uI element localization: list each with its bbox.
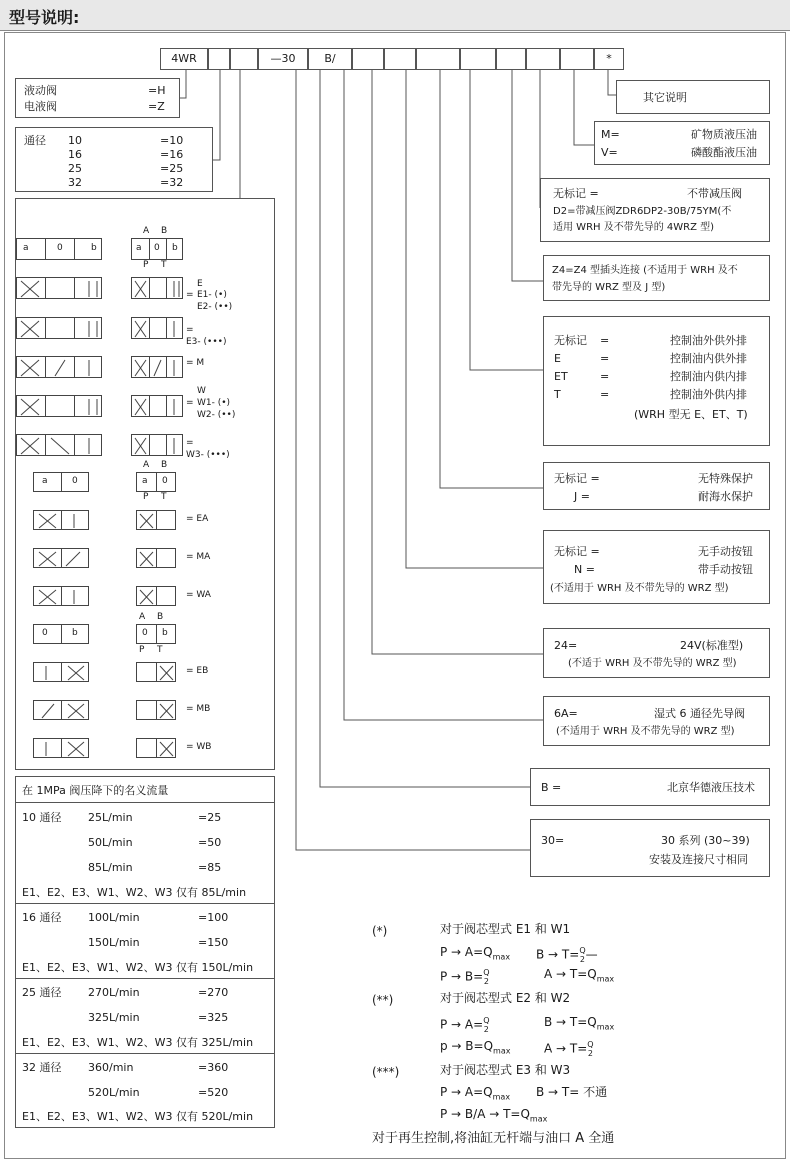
spool-label-m: = M: [186, 358, 205, 368]
spool-label-eq: =: [186, 325, 194, 335]
flow-rate: 325L/min: [88, 1011, 140, 1024]
valve-type-value: =H: [148, 84, 166, 97]
port-t-label: T: [157, 645, 163, 655]
plug-desc: 带先导的 WRZ 型及 J 型): [552, 282, 666, 293]
series-note: 安装及连接尺寸相同: [649, 853, 748, 866]
valve-type-value: =Z: [148, 100, 165, 113]
protection-key: J =: [574, 490, 590, 503]
voltage-box: [543, 628, 770, 678]
spool-symbol-3pos: [16, 238, 102, 260]
manufacturer-value: 北京华德液压技术: [667, 781, 755, 794]
spool-symbol-ea-compact: [136, 510, 176, 530]
page-title: 型号说明:: [9, 8, 80, 27]
spool-symbol-ma-compact: [136, 548, 176, 568]
bore-size: 16: [68, 148, 82, 161]
reducer-desc: 适用 WRH 及不带先导的 4WRZ 型): [553, 222, 715, 233]
voltage-note: (不适于 WRH 及不带先导的 WRZ 型): [568, 658, 737, 669]
spool-label-wb: = WB: [186, 742, 212, 752]
symbol-letter-o: 0: [57, 243, 63, 253]
seal-key: M=: [601, 128, 620, 141]
protection-key: 无标记 =: [554, 472, 600, 485]
control-oil-key: E: [554, 352, 561, 365]
valve-type-box: [15, 78, 180, 118]
spool-symbol-wa-compact: [136, 586, 176, 606]
flow-code: =25: [198, 811, 222, 824]
symbol-letter-o: 0: [154, 243, 160, 253]
port-t-label: T: [161, 260, 167, 270]
control-oil-key: ET: [554, 370, 568, 383]
port-a-label: A: [143, 226, 150, 236]
symbol-letter-o: 0: [72, 476, 78, 486]
bore-size: 25: [68, 162, 82, 175]
manual-value: 无手动按钮: [698, 545, 753, 558]
spool-symbol-w3: [16, 434, 102, 456]
manual-note: (不适用于 WRH 及不带先导的 WRZ 型): [550, 583, 729, 594]
bore-size: 10: [68, 134, 82, 147]
symbol-letter-o: 0: [142, 628, 148, 638]
symbol-letter-a: a: [142, 476, 148, 486]
bore-label: 通径: [24, 134, 46, 147]
flow-note: E1、E2、E3、W1、W2、W3 仅有 85L/min: [22, 886, 247, 899]
bore-box: [15, 127, 213, 192]
control-oil-eq: =: [600, 352, 610, 365]
spool-symbol-w3-compact: [131, 434, 183, 456]
spool-symbol-mb: [33, 700, 89, 720]
voltage-key: 24=: [554, 639, 578, 652]
spool-symbol-wa: [33, 586, 89, 606]
spool-label-e1: E1- (•): [197, 290, 227, 300]
regeneration-note: 对于再生控制,将油缸无杆端与油口 A 全通: [372, 1131, 615, 1146]
control-oil-box: [543, 316, 770, 446]
spool-symbol-m: [16, 356, 102, 378]
flow-rate: 50L/min: [88, 836, 133, 849]
flow-rate: 100L/min: [88, 911, 140, 924]
flow-code: =100: [198, 911, 229, 924]
spool-symbol-2pos-b: [33, 624, 89, 644]
spool-label-w2: W2- (••): [197, 410, 236, 420]
flow-rate: 520L/min: [88, 1086, 140, 1099]
bore-value: =16: [160, 148, 184, 161]
note-formula: $p \to B=Q_{max}$: [440, 1039, 511, 1056]
spool-label-wa: = WA: [186, 590, 211, 600]
valve-type-label: 液动阀: [24, 84, 57, 97]
symbol-letter-b: b: [162, 628, 168, 638]
spool-label-e3: E3- (•••): [186, 337, 227, 347]
flow-note: E1、E2、E3、W1、W2、W3 仅有 150L/min: [22, 961, 254, 974]
manual-key: 无标记 =: [554, 545, 600, 558]
spool-symbol-e-compact: [131, 277, 183, 299]
note-formula: B → T=Q 2—: [536, 946, 598, 964]
divider: [15, 802, 275, 803]
port-t-label: T: [161, 492, 167, 502]
series-value: 30 系列 (30~39): [661, 834, 750, 847]
flow-code: =150: [198, 936, 229, 949]
spool-label-eq: =: [186, 398, 194, 408]
reducer-desc: D2=带减压阀ZDR6DP2-30B/75YM(不: [553, 206, 732, 217]
bore-value: =32: [160, 176, 184, 189]
flow-code: =50: [198, 836, 222, 849]
flow-bore: 25 通径: [22, 986, 62, 999]
spool-symbol-w: [16, 395, 102, 417]
spool-symbol-w-compact: [131, 395, 183, 417]
spool-symbol-e3-compact: [131, 317, 183, 339]
port-p-label: P: [139, 645, 145, 655]
control-oil-value: 控制油外供内排: [670, 388, 747, 401]
manual-value: 带手动按钮: [698, 563, 753, 576]
flow-rate: 360/min: [88, 1061, 134, 1074]
note-title: 对于阀芯型式 E3 和 W3: [440, 1063, 571, 1077]
reducer-value: 不带减压阀: [687, 187, 742, 200]
other-notes-box: [616, 80, 770, 114]
other-notes-label: 其它说明: [643, 91, 687, 104]
spool-symbol-e: [16, 277, 102, 299]
spool-symbol-e3: [16, 317, 102, 339]
note-formula: P → B=Q 2: [440, 968, 490, 986]
symbol-letter-a: a: [42, 476, 48, 486]
seal-value: 矿物质液压油: [691, 128, 757, 141]
flow-rate: 25L/min: [88, 811, 133, 824]
spool-label-eq: =: [186, 438, 194, 448]
port-b-label: B: [161, 226, 168, 236]
symbol-letter-o: 0: [42, 628, 48, 638]
port-p-label: P: [143, 492, 149, 502]
control-oil-note: (WRH 型无 E、ET、T): [634, 408, 748, 421]
flow-bore: 32 通径: [22, 1061, 62, 1074]
manual-button-box: [543, 530, 770, 604]
pilot-note: (不适用于 WRH 及不带先导的 WRZ 型): [556, 726, 735, 737]
spool-label-w: W: [197, 386, 206, 396]
port-b-label: B: [161, 460, 168, 470]
manufacturer-box: [530, 768, 770, 806]
spool-symbol-2pos-a: [33, 472, 89, 492]
code-cell-star: *: [594, 48, 624, 70]
spool-label-eq: =: [186, 290, 194, 300]
port-p-label: P: [143, 260, 149, 270]
spool-symbol-eb: [33, 662, 89, 682]
spool-label-ea: = EA: [186, 514, 209, 524]
spool-symbol-ma: [33, 548, 89, 568]
flow-bore: 10 通径: [22, 811, 62, 824]
control-oil-eq: =: [600, 370, 610, 383]
note-formula: B → T= 不通: [536, 1085, 608, 1099]
flow-rate: 85L/min: [88, 861, 133, 874]
reducer-key: 无标记 =: [553, 187, 599, 200]
pilot-value: 湿式 6 通径先导阀: [654, 707, 745, 720]
pilot-valve-box: [543, 696, 770, 746]
control-oil-eq: =: [600, 388, 610, 401]
seal-key: V=: [601, 146, 618, 159]
symbol-letter-b: b: [91, 243, 97, 253]
control-oil-eq: =: [600, 334, 610, 347]
flow-code: =520: [198, 1086, 229, 1099]
divider: [15, 903, 275, 904]
note-formula: $P \to A=Q_{max}$: [440, 945, 511, 962]
divider: [15, 1053, 275, 1054]
symbol-letter-o: 0: [162, 476, 168, 486]
flow-rate: 150L/min: [88, 936, 140, 949]
spool-symbol-eb-compact: [136, 662, 176, 682]
flow-table-header: 在 1MPa 阀压降下的名义流量: [22, 784, 169, 797]
code-cell-b: B∕: [308, 48, 352, 70]
note-formula: $A \to T=Q_{max}$: [544, 967, 615, 984]
control-oil-value: 控制油内供外排: [670, 352, 747, 365]
spool-label-w1: W1- (•): [197, 398, 231, 408]
note-formula: P → A=Q 2: [440, 1016, 490, 1034]
spool-symbol-wb-compact: [136, 738, 176, 758]
spool-label-e2: E2- (••): [197, 302, 233, 312]
spool-label-e: E: [197, 279, 203, 289]
symbol-letter-b: b: [172, 243, 178, 253]
note-formula: A → T=Q 2: [544, 1040, 594, 1058]
seal-box: [594, 121, 770, 165]
seal-value: 磷酸酯液压油: [691, 146, 757, 159]
flow-note: E1、E2、E3、W1、W2、W3 仅有 325L/min: [22, 1036, 254, 1049]
port-a-label: A: [139, 612, 146, 622]
series-box: [530, 819, 770, 877]
bore-value: =25: [160, 162, 184, 175]
spool-label-mb: = MB: [186, 704, 211, 714]
reducer-box: [540, 178, 770, 242]
note-title: 对于阀芯型式 E1 和 W1: [440, 922, 571, 936]
symbol-letter-a: a: [136, 243, 142, 253]
control-oil-key: 无标记: [554, 334, 587, 347]
control-oil-value: 控制油内供内排: [670, 370, 747, 383]
protection-value: 耐海水保护: [698, 490, 753, 503]
control-oil-key: T: [554, 388, 561, 401]
note-formula: $B \to T=Q_{max}$: [544, 1015, 615, 1032]
spool-label-eb: = EB: [186, 666, 209, 676]
spool-symbol-mb-compact: [136, 700, 176, 720]
flow-code: =325: [198, 1011, 229, 1024]
code-cell-series: —30: [258, 48, 308, 70]
flow-rate: 270L/min: [88, 986, 140, 999]
symbol-letter-a: a: [23, 243, 29, 253]
spool-symbol-wb: [33, 738, 89, 758]
flow-note: E1、E2、E3、W1、W2、W3 仅有 520L/min: [22, 1110, 254, 1123]
code-cell-4wr: 4WR: [160, 48, 208, 70]
series-key: 30=: [541, 834, 565, 847]
manufacturer-key: B =: [541, 781, 562, 794]
valve-type-label: 电液阀: [24, 100, 57, 113]
spool-symbol-2pos-a-compact: [136, 472, 176, 492]
protection-value: 无特殊保护: [698, 472, 753, 485]
note-formula: $P \to B/A \to T=Q_{max}$: [440, 1107, 548, 1124]
note-marker: (*): [372, 924, 388, 938]
flow-table: [15, 776, 275, 1128]
voltage-value: 24V(标准型): [680, 639, 744, 652]
flow-code: =270: [198, 986, 229, 999]
divider: [15, 978, 275, 979]
spool-label-ma: = MA: [186, 552, 211, 562]
spool-symbol-m-compact: [131, 356, 183, 378]
plug-desc: Z4=Z4 型插头连接 (不适用于 WRH 及不: [552, 265, 738, 276]
spool-symbol-ea: [33, 510, 89, 530]
spool-label-w3: W3- (•••): [186, 450, 230, 460]
note-marker: (***): [372, 1065, 400, 1079]
bore-size: 32: [68, 176, 82, 189]
protection-box: [543, 462, 770, 510]
flow-code: =360: [198, 1061, 229, 1074]
note-marker: (**): [372, 993, 394, 1007]
symbol-letter-b: b: [72, 628, 78, 638]
port-b-label: B: [157, 612, 164, 622]
port-a-label: A: [143, 460, 150, 470]
flow-bore: 16 通径: [22, 911, 62, 924]
spool-symbol-compact: [131, 238, 183, 260]
plug-box: [543, 255, 770, 301]
note-title: 对于阀芯型式 E2 和 W2: [440, 991, 571, 1005]
pilot-key: 6A=: [554, 707, 578, 720]
control-oil-value: 控制油外供外排: [670, 334, 747, 347]
spool-symbol-2pos-b-compact: [136, 624, 176, 644]
flow-code: =85: [198, 861, 222, 874]
manual-key: N =: [574, 563, 595, 576]
bore-value: =10: [160, 134, 184, 147]
note-formula: $P \to A=Q_{max}$: [440, 1085, 511, 1102]
